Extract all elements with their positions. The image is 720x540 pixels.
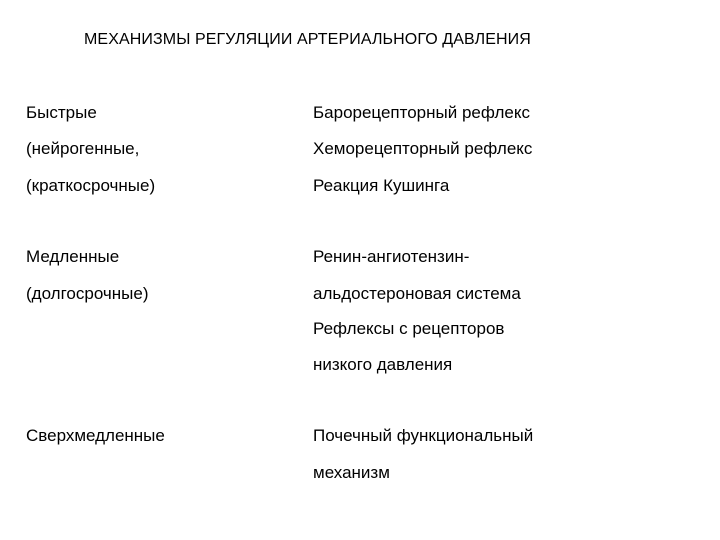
mechanism-renal-line-2: механизм xyxy=(313,463,390,482)
mechanism-baroreceptor-reflex: Барорецепторный рефлекс xyxy=(313,103,530,122)
slide-title: МЕХАНИЗМЫ РЕГУЛЯЦИИ АРТЕРИАЛЬНОГО ДАВЛЕНИЯ xyxy=(84,31,531,48)
category-fast-line-1: Быстрые xyxy=(26,103,97,122)
category-slow-line-2: (долгосрочные) xyxy=(26,284,149,303)
mechanism-renal-line-1: Почечный функциональный xyxy=(313,426,534,445)
category-slow-line-1: Медленные xyxy=(26,247,120,266)
mechanism-raas-line-2: альдостероновая система xyxy=(313,284,521,303)
mechanism-chemoreceptor-reflex: Хеморецепторный рефлекс xyxy=(313,139,533,158)
mechanism-cushing-reaction: Реакция Кушинга xyxy=(313,176,450,195)
category-fast-line-2: (нейрогенные, xyxy=(26,139,140,158)
mechanism-low-pressure-reflex-line-1: Рефлексы с рецепторов xyxy=(313,319,505,338)
category-ultraslow-line-1: Сверхмедленные xyxy=(26,426,165,445)
category-fast-line-3: (краткосрочные) xyxy=(26,176,156,195)
mechanism-raas-line-1: Ренин-ангиотензин- xyxy=(313,247,470,266)
mechanism-low-pressure-reflex-line-2: низкого давления xyxy=(313,355,453,374)
